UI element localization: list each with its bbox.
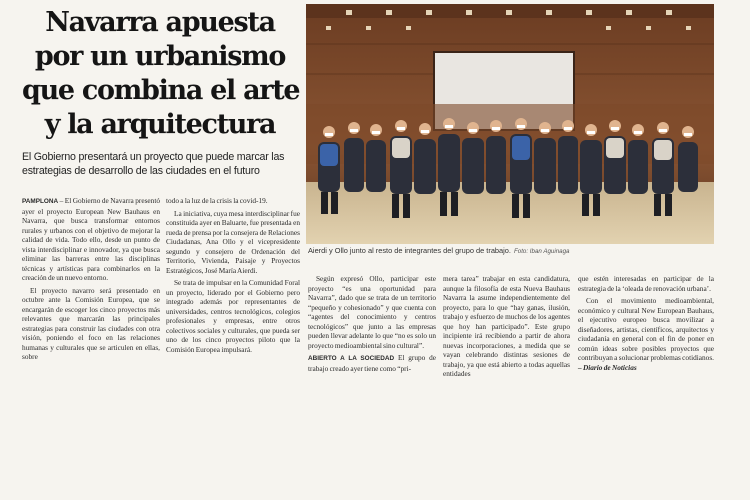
headline-line-2: por un urbanismo bbox=[34, 41, 286, 72]
section-subhead: ABIERTO A LA SOCIEDAD bbox=[308, 355, 395, 362]
headline-line-1: Navarra apuesta bbox=[45, 7, 275, 38]
caption-text: Aierdi y Ollo junto al resto de integrantes del grupo de trabajo. bbox=[308, 246, 511, 255]
lead-text: – El Gobierno de Navarra presentó ayer el proyecto European New Bauhaus en Navarra, que busca transformar entornos rurales y urbanos con el objetivo de mejorar la calidad de vida. Todo ello, desde un punto de vista interdisciplinar e innovador, ya que busca eliminar las barreras entre las disciplinas técnicas y artísticas para combinarlos en la creación de un nuevo entorno. bbox=[22, 196, 160, 282]
article-column-4 bbox=[443, 274, 570, 382]
subheadline: El Gobierno presentará un proyecto que puede marcar las estrategias de desarrollo de las ciudades en el futuro bbox=[22, 151, 285, 177]
article-paragraph: La iniciativa, cuya mesa interdisciplinar fue constituida ayer en Baluarte, fue presentada en rueda de prensa por la consejera de Relaciones Ciudadanas, Ana Ollo y el vicepresidente segundo y consejero de Ordenación del Territorio, Vivienda, Paisaje y Proyectos Estratégicos, José María Aierdi. bbox=[166, 208, 300, 275]
photo-credit: Foto: Iban Aguinaga bbox=[513, 248, 570, 255]
article-paragraph: todo a la luz de la crisis la covid-19. bbox=[166, 196, 268, 205]
article-paragraph bbox=[578, 296, 714, 372]
article-column-5 bbox=[578, 274, 714, 375]
closing-text: Con el movimiento medioambiental, económico y cultural New European Bauhaus, el ejecutivo europeo busca movilizar a diseñadores, artistas, científicos, arquitectos y ciudadanía en general con el fin de poner en común ideas sobre posibles proyectos que contribuyan a solucionar problemas cotidianos. bbox=[578, 296, 714, 362]
article-paragraph: mera tarea” trabajar en esta candidatura, aunque la filosofía de esta Nueva Bauhaus Navarra la asume independientemente del proyecto, para lo que “hay ganas, ilusión, trabajo y esfuerzo de muchos de los agentes que hoy han participado”. Este grupo incipiente irá recibiendo a partir de ahora nuevas incorporaciones, a medida que se vayan celebrando distintas sesiones de trabajo, ya que está abierto a todas aquellas entidades bbox=[443, 274, 570, 378]
group-photo bbox=[306, 4, 714, 244]
signature: – Diario de Noticias bbox=[578, 362, 637, 372]
photo-caption bbox=[308, 246, 714, 255]
article-paragraph: El proyecto navarro será presentado en octubre ante la Comisión Europea, que se encargarán de escoger los cinco proyectos más relevantes que marcarán las principales estrategias para construir las ciudades con otra visión, poniendo el foco en las relaciones humanas y culturales que se articulen en ellas, sobre bbox=[22, 285, 160, 361]
article-paragraph: Se trata de impulsar en la Comunidad Foral un proyecto, liderado por el Gobierno pero integrado además por representantes de universidades, centros tecnológicos, colegios profesionales y empresas, entre otros colectivos sociales y culturales, que pueda ser uno de los cinco proyectos piloto que la Comisión Europea impulsará. bbox=[166, 278, 300, 354]
headline bbox=[22, 6, 298, 142]
article-column-1 bbox=[22, 196, 160, 365]
article-paragraph: que estén interesadas en participar de la estrategia de la ‘oleada de renovación urbana’. bbox=[578, 274, 714, 293]
article-paragraph bbox=[22, 196, 160, 283]
headline-line-4: y la arquitectura bbox=[44, 109, 276, 140]
dateline: PAMPLONA bbox=[22, 198, 59, 205]
article-paragraph bbox=[308, 353, 436, 373]
subhead-text: El grupo de trabajo creado ayer tiene como “pri- bbox=[308, 353, 436, 373]
headline-line-3: que combina el arte bbox=[22, 75, 300, 106]
article-column-3 bbox=[308, 274, 436, 376]
article-column-2 bbox=[166, 196, 300, 357]
article-paragraph: Según expresó Ollo, participar este proyecto “es una oportunidad para Navarra”, dado que se trata de un territorio “pequeño y cohesionado” y que cuenta con “agentes del conocimiento y centros tecnológicos” que junto a las empresas pueden llevar adelante lo que “no es solo un proyecto medioambiental sino cultural”. bbox=[308, 274, 436, 350]
